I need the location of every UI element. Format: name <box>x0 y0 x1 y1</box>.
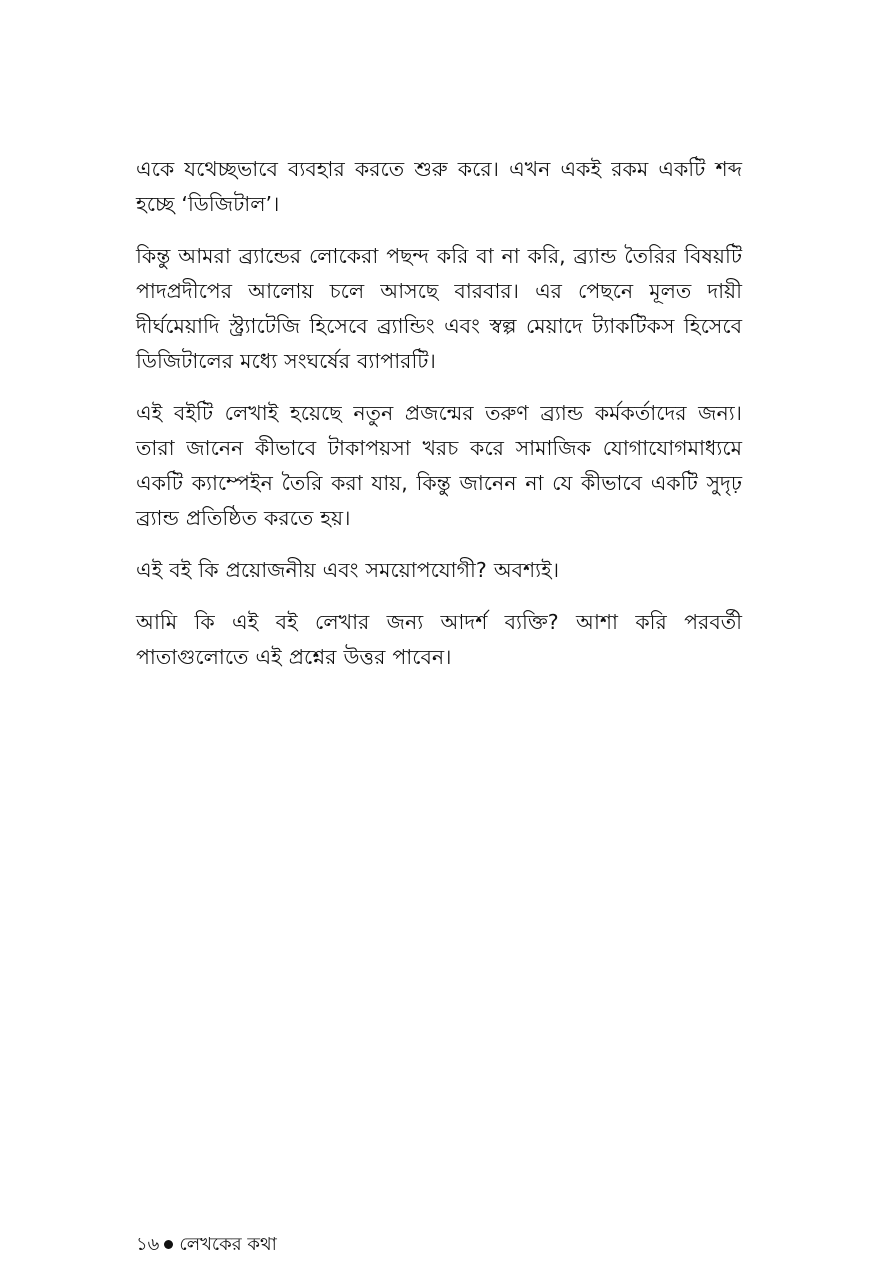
running-section-title: লেখকের কথা <box>179 1234 277 1255</box>
paragraph-3: এই বইটি লেখাই হয়েছে নতুন প্রজন্মের তরুণ ব্র্যান্ড কর্মকর্তাদের জন্য। তারা জানেন কীভাবে টাকাপয়সা খরচ করে সামাজিক যোগাযোগমাধ্যমে একটি ক্যাম্পেইন তৈরি করা যায়, কিন্তু জানেন না যে কীভাবে একটি সুদৃঢ় ব্র্যান্ড প্রতিষ্ঠিত করতে হয়। <box>136 401 742 530</box>
paragraph-2: কিন্তু আমরা ব্র্যান্ডের লোকেরা পছন্দ করি বা না করি, ব্র্যান্ড তৈরির বিষয়টি পাদপ্রদীপের আলোয় চলে আসছে বারবার। এর পেছনে মূলত দায়ী দীর্ঘমেয়াদি স্ট্র্যাটেজি হিসেবে ব্র্যান্ডিং এবং স্বল্প মেয়াদে ট্যাকটিকস হিসেবে ডিজিটালের মধ্যে সংঘর্ষের ব্যাপারটি। <box>136 244 742 373</box>
page-number: ১৬ <box>136 1234 160 1255</box>
body-text <box>136 152 742 692</box>
paragraph-5: আমি কি এই বই লেখার জন্য আদর্শ ব্যক্তি? আশা করি পরবর্তী পাতাগুলোতে এই প্রশ্নের উত্তর পাবেন। <box>136 610 742 669</box>
page-footer <box>136 1233 277 1257</box>
paragraph-4: এই বই কি প্রয়োজনীয় এবং সময়োপযোগী? অবশ্যই। <box>136 558 560 582</box>
paragraph-1: একে যথেচ্ছভাবে ব্যবহার করতে শুরু করে। এখন একই রকম একটি শব্দ হচ্ছে ‘ডিজিটাল’। <box>136 157 742 216</box>
bullet-dot-icon <box>164 1240 173 1249</box>
